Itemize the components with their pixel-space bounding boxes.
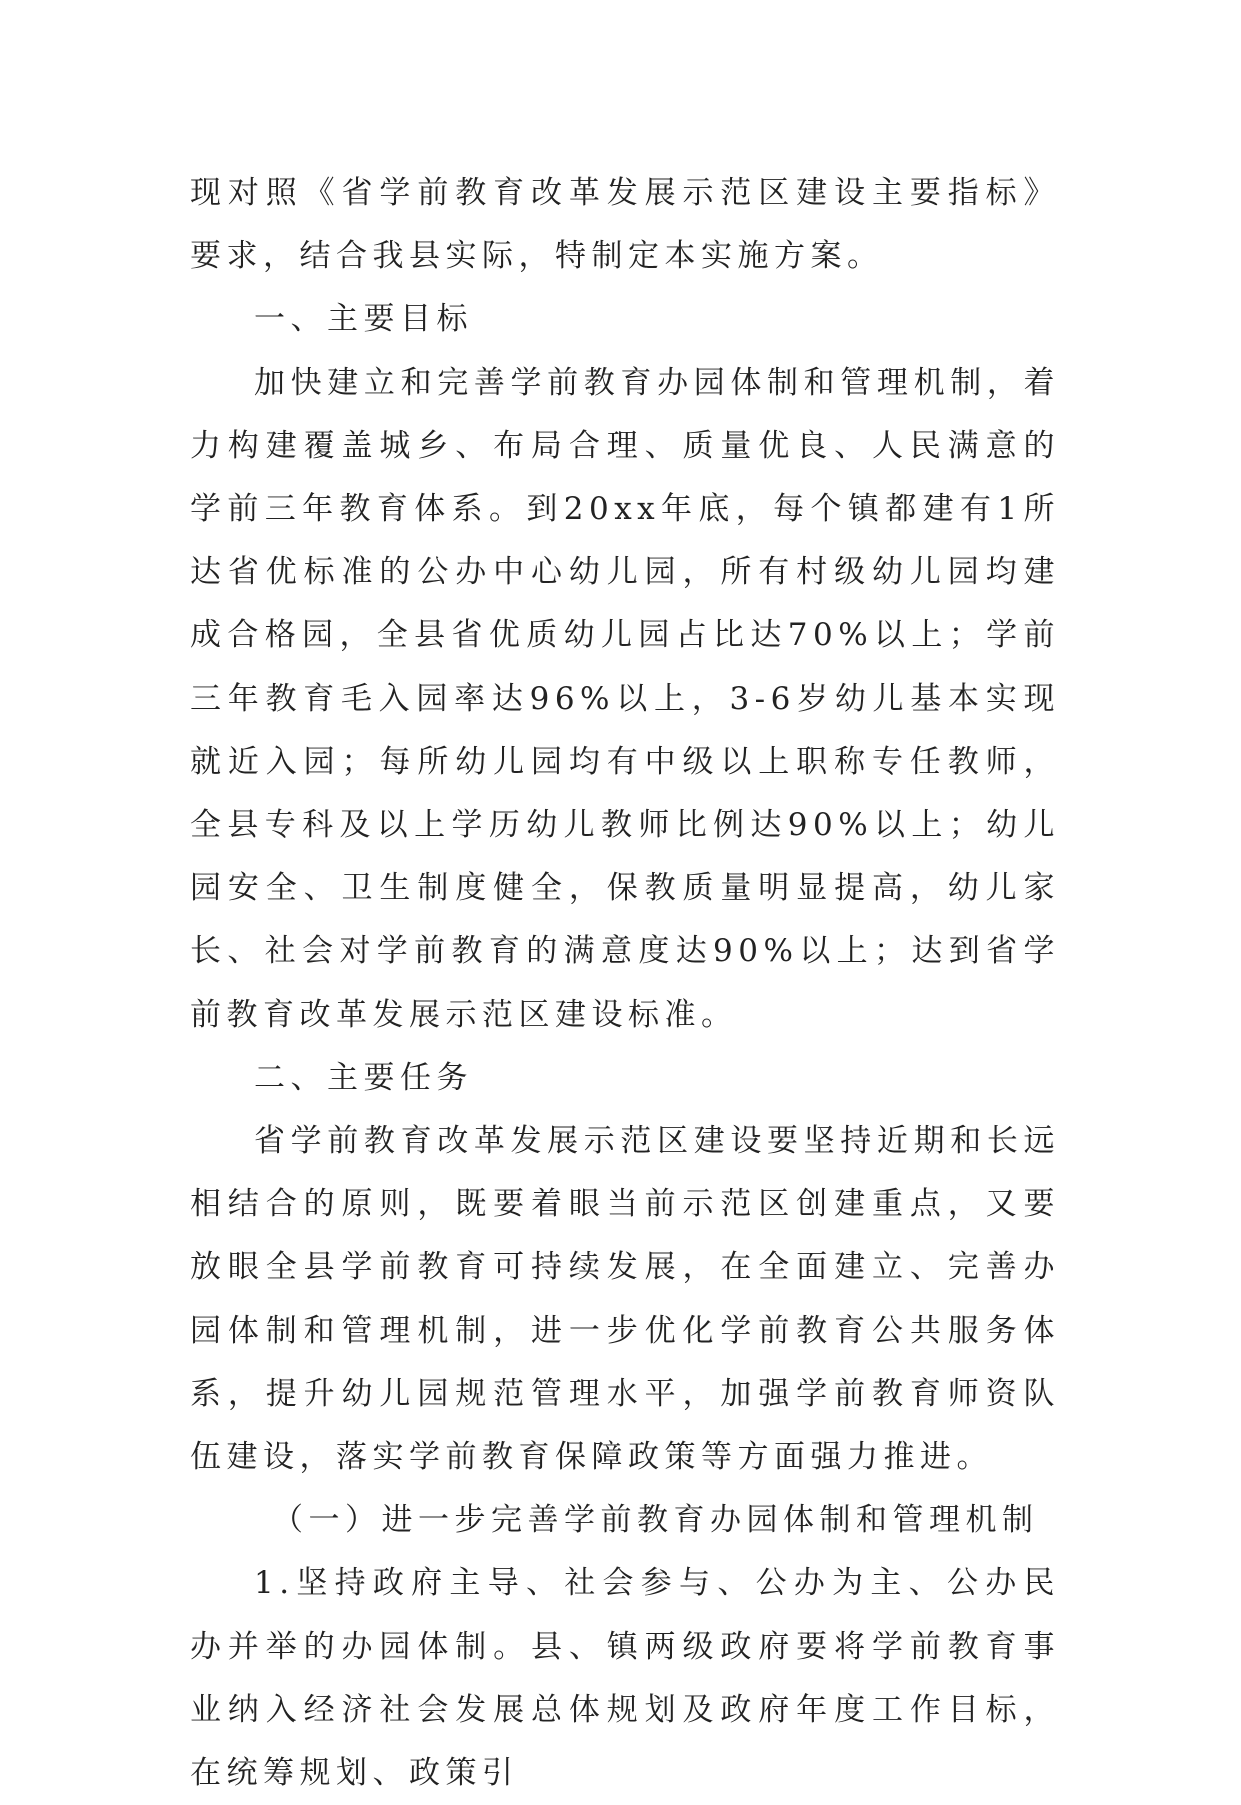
item-1-paragraph: 1.坚持政府主导、社会参与、公办为主、公办民办并举的办园体制。县、镇两级政府要将学前教育事业纳入经济社会发展总体规划及政府年度工作目标，在统筹规划、政策引 [190, 1565, 1060, 1792]
intro-paragraph: 现对照《省学前教育改革发展示范区建设主要指标》要求，结合我县实际，特制定本实施方案。 [190, 175, 1060, 275]
subsection-heading-1: （一）进一步完善学前教育办园体制和管理机制 [272, 1502, 1039, 1539]
goals-paragraph: 加快建立和完善学前教育办园体制和管理机制，着力构建覆盖城乡、布局合理、质量优良、人民满意的学前三年教育体系。到20xx年底，每个镇都建有1所达省优标准的公办中心幼儿园，所有村级幼儿园均建成合格园，全县省优质幼儿园占比达70%以上；学前三年教育毛入园率达96%以上，3-6岁幼儿基本实现就近入园；每所幼儿园均有中级以上职称专任教师，全县专科及以上学历幼儿教师比例达90%以上；幼儿园安全、卫生制度健全，保教质量明显提高，幼儿家长、社会对学前教育的满意度达90%以上；达到省学前教育改革发展示范区建设标准。 [190, 364, 1060, 1033]
section-heading-goals: 一、主要目标 [254, 301, 473, 338]
document-body [190, 162, 1060, 1805]
tasks-paragraph: 省学前教育改革发展示范区建设要坚持近期和长远相结合的原则，既要着眼当前示范区创建重点，又要放眼全县学前教育可持续发展，在全面建立、完善办园体制和管理机制，进一步优化学前教育公共服务体系，提升幼儿园规范管理水平，加强学前教育师资队伍建设，落实学前教育保障政策等方面强力推进。 [190, 1123, 1060, 1476]
section-heading-tasks: 二、主要任务 [254, 1059, 473, 1096]
